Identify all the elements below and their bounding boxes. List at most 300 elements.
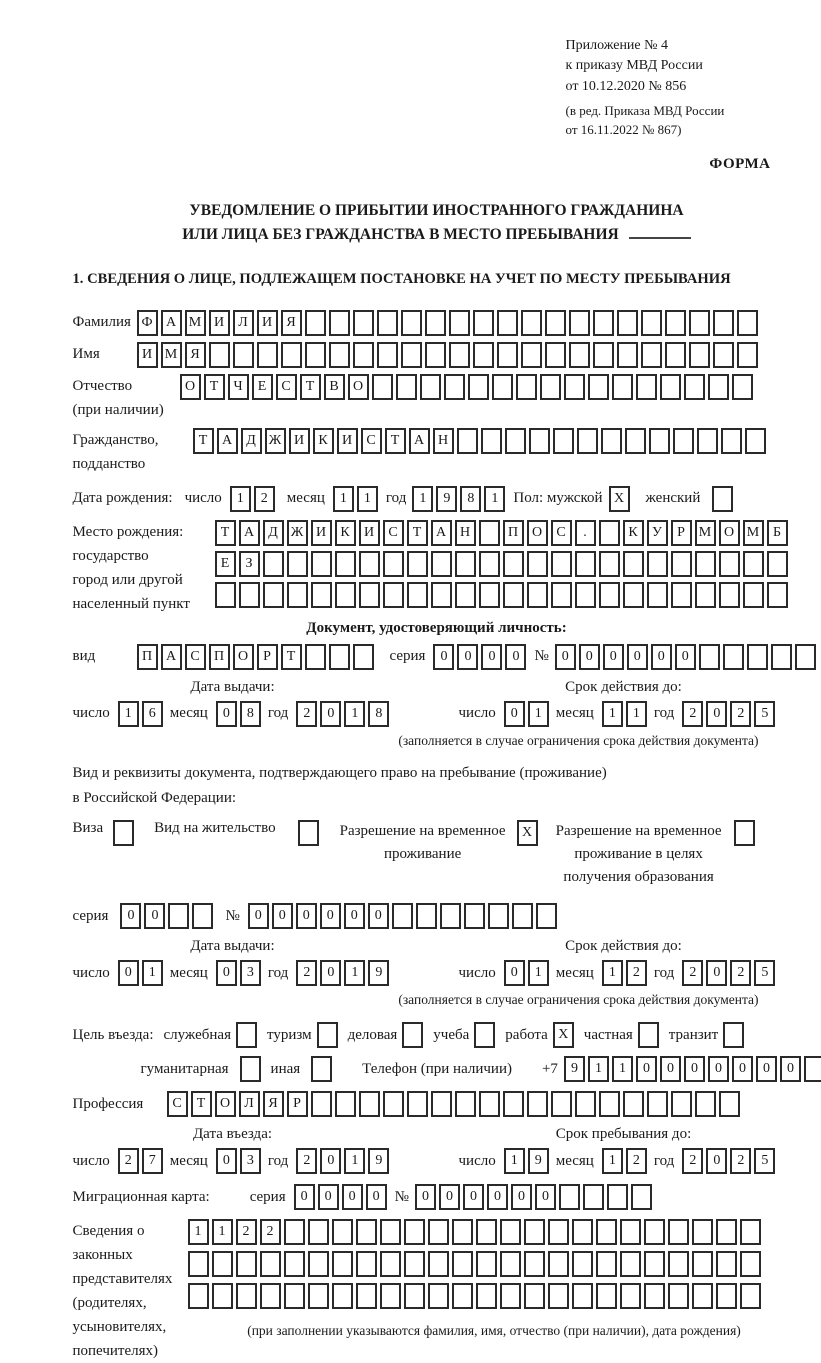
char-box[interactable]: 2 xyxy=(682,960,703,986)
char-box[interactable] xyxy=(473,310,494,336)
char-box[interactable]: 1 xyxy=(602,1148,623,1174)
char-box[interactable] xyxy=(353,644,374,670)
char-box[interactable] xyxy=(380,1219,401,1245)
char-box[interactable] xyxy=(481,428,502,454)
char-box[interactable]: Ж xyxy=(287,520,308,546)
char-box[interactable] xyxy=(551,551,572,577)
purpose-other-checkbox[interactable] xyxy=(311,1056,332,1082)
char-box[interactable]: 2 xyxy=(260,1219,281,1245)
char-box[interactable]: 0 xyxy=(248,903,269,929)
char-box[interactable] xyxy=(695,1091,716,1117)
char-box[interactable]: 0 xyxy=(706,701,727,727)
char-box[interactable] xyxy=(524,1219,545,1245)
char-box[interactable] xyxy=(569,342,590,368)
char-box[interactable] xyxy=(521,342,542,368)
char-box[interactable] xyxy=(747,644,768,670)
char-box[interactable] xyxy=(236,1022,257,1048)
char-box[interactable]: Н xyxy=(433,428,454,454)
char-box[interactable] xyxy=(721,428,742,454)
char-box[interactable]: 0 xyxy=(368,903,389,929)
char-box[interactable] xyxy=(671,551,692,577)
char-box[interactable]: А xyxy=(161,310,182,336)
char-box[interactable] xyxy=(734,820,755,846)
char-box[interactable]: М xyxy=(695,520,716,546)
char-box[interactable] xyxy=(593,310,614,336)
char-box[interactable] xyxy=(795,644,816,670)
birth-place-row1[interactable] xyxy=(215,520,788,546)
char-box[interactable]: 0 xyxy=(272,903,293,929)
char-box[interactable]: О xyxy=(348,374,369,400)
char-box[interactable] xyxy=(719,582,740,608)
char-box[interactable]: 2 xyxy=(118,1148,139,1174)
identity-kind-boxes[interactable] xyxy=(137,644,374,670)
char-box[interactable] xyxy=(623,1091,644,1117)
char-box[interactable] xyxy=(474,1022,495,1048)
char-box[interactable]: 0 xyxy=(511,1184,532,1210)
char-box[interactable]: 2 xyxy=(296,960,317,986)
char-box[interactable] xyxy=(311,551,332,577)
residence-expiry-year-boxes[interactable] xyxy=(682,960,775,986)
residence-issue-month-boxes[interactable] xyxy=(216,960,261,986)
char-box[interactable] xyxy=(631,1184,652,1210)
char-box[interactable]: О xyxy=(215,1091,236,1117)
char-box[interactable]: Ж xyxy=(265,428,286,454)
char-box[interactable]: А xyxy=(239,520,260,546)
char-box[interactable]: 0 xyxy=(579,644,600,670)
char-box[interactable] xyxy=(416,903,437,929)
char-box[interactable]: А xyxy=(409,428,430,454)
char-box[interactable] xyxy=(284,1283,305,1309)
char-box[interactable]: 0 xyxy=(294,1184,315,1210)
char-box[interactable] xyxy=(311,1091,332,1117)
char-box[interactable]: 8 xyxy=(368,701,389,727)
char-box[interactable] xyxy=(212,1283,233,1309)
entry-month-boxes[interactable] xyxy=(216,1148,261,1174)
char-box[interactable]: 0 xyxy=(732,1056,753,1082)
char-box[interactable] xyxy=(697,428,718,454)
char-box[interactable] xyxy=(425,342,446,368)
entry-year-boxes[interactable] xyxy=(296,1148,389,1174)
char-box[interactable]: 0 xyxy=(627,644,648,670)
char-box[interactable] xyxy=(617,342,638,368)
char-box[interactable] xyxy=(620,1283,641,1309)
residence-expiry-day-boxes[interactable] xyxy=(504,960,549,986)
char-box[interactable] xyxy=(516,374,537,400)
char-box[interactable] xyxy=(665,342,686,368)
char-box[interactable] xyxy=(601,428,622,454)
identity-issue-month-boxes[interactable] xyxy=(216,701,261,727)
char-box[interactable] xyxy=(329,342,350,368)
char-box[interactable]: И xyxy=(289,428,310,454)
char-box[interactable]: П xyxy=(209,644,230,670)
char-box[interactable] xyxy=(665,310,686,336)
char-box[interactable]: С xyxy=(551,520,572,546)
char-box[interactable]: 0 xyxy=(603,644,624,670)
char-box[interactable] xyxy=(719,1091,740,1117)
char-box[interactable] xyxy=(740,1251,761,1277)
char-box[interactable] xyxy=(500,1251,521,1277)
char-box[interactable] xyxy=(236,1251,257,1277)
char-box[interactable] xyxy=(599,520,620,546)
char-box[interactable]: 0 xyxy=(320,960,341,986)
char-box[interactable] xyxy=(673,428,694,454)
char-box[interactable]: 0 xyxy=(216,960,237,986)
residence-issue-day-boxes[interactable] xyxy=(118,960,163,986)
char-box[interactable] xyxy=(671,582,692,608)
char-box[interactable]: 2 xyxy=(296,1148,317,1174)
char-box[interactable] xyxy=(641,310,662,336)
char-box[interactable] xyxy=(452,1283,473,1309)
char-box[interactable]: Н xyxy=(455,520,476,546)
char-box[interactable] xyxy=(356,1251,377,1277)
char-box[interactable] xyxy=(695,582,716,608)
char-box[interactable]: 0 xyxy=(708,1056,729,1082)
char-box[interactable] xyxy=(548,1251,569,1277)
char-box[interactable]: Т xyxy=(407,520,428,546)
char-box[interactable]: 1 xyxy=(344,960,365,986)
char-box[interactable] xyxy=(575,582,596,608)
char-box[interactable] xyxy=(617,310,638,336)
char-box[interactable] xyxy=(804,1056,821,1082)
sex-female-checkbox[interactable] xyxy=(712,486,733,512)
char-box[interactable]: 9 xyxy=(368,1148,389,1174)
char-box[interactable]: . xyxy=(575,520,596,546)
char-box[interactable] xyxy=(404,1219,425,1245)
char-box[interactable] xyxy=(596,1219,617,1245)
char-box[interactable] xyxy=(287,551,308,577)
char-box[interactable] xyxy=(113,820,134,846)
char-box[interactable]: 5 xyxy=(754,960,775,986)
char-box[interactable]: X xyxy=(517,820,538,846)
char-box[interactable] xyxy=(527,551,548,577)
residence-permit-checkbox[interactable] xyxy=(298,820,319,846)
char-box[interactable] xyxy=(527,1091,548,1117)
representatives-row3[interactable] xyxy=(188,1283,801,1309)
char-box[interactable] xyxy=(668,1251,689,1277)
char-box[interactable] xyxy=(188,1283,209,1309)
char-box[interactable] xyxy=(512,903,533,929)
char-box[interactable] xyxy=(668,1283,689,1309)
profession-boxes[interactable] xyxy=(167,1091,740,1117)
char-box[interactable]: 0 xyxy=(660,1056,681,1082)
char-box[interactable]: 0 xyxy=(415,1184,436,1210)
char-box[interactable]: 1 xyxy=(142,960,163,986)
char-box[interactable] xyxy=(732,374,753,400)
char-box[interactable] xyxy=(649,428,670,454)
char-box[interactable] xyxy=(383,582,404,608)
purpose-private-checkbox[interactable] xyxy=(638,1022,659,1048)
char-box[interactable]: 0 xyxy=(487,1184,508,1210)
char-box[interactable] xyxy=(311,1056,332,1082)
char-box[interactable]: 1 xyxy=(602,960,623,986)
char-box[interactable] xyxy=(452,1251,473,1277)
char-box[interactable] xyxy=(455,551,476,577)
char-box[interactable]: И xyxy=(209,310,230,336)
char-box[interactable]: Р xyxy=(287,1091,308,1117)
char-box[interactable]: М xyxy=(743,520,764,546)
char-box[interactable] xyxy=(492,374,513,400)
char-box[interactable] xyxy=(503,551,524,577)
char-box[interactable] xyxy=(548,1219,569,1245)
char-box[interactable] xyxy=(452,1219,473,1245)
residence-series-boxes[interactable] xyxy=(120,903,213,929)
char-box[interactable] xyxy=(298,820,319,846)
char-box[interactable] xyxy=(684,374,705,400)
char-box[interactable] xyxy=(737,310,758,336)
char-box[interactable] xyxy=(536,903,557,929)
char-box[interactable] xyxy=(257,342,278,368)
char-box[interactable] xyxy=(588,374,609,400)
char-box[interactable]: 0 xyxy=(320,903,341,929)
identity-expiry-year-boxes[interactable] xyxy=(682,701,775,727)
char-box[interactable] xyxy=(209,342,230,368)
char-box[interactable]: У xyxy=(647,520,668,546)
temp-permit-checkbox[interactable] xyxy=(517,820,538,846)
char-box[interactable]: 0 xyxy=(342,1184,363,1210)
char-box[interactable] xyxy=(396,374,417,400)
char-box[interactable] xyxy=(308,1251,329,1277)
char-box[interactable] xyxy=(564,374,585,400)
char-box[interactable]: Я xyxy=(185,342,206,368)
char-box[interactable] xyxy=(599,582,620,608)
char-box[interactable]: 0 xyxy=(780,1056,801,1082)
char-box[interactable] xyxy=(420,374,441,400)
char-box[interactable] xyxy=(428,1283,449,1309)
char-box[interactable]: С xyxy=(167,1091,188,1117)
char-box[interactable] xyxy=(281,342,302,368)
char-box[interactable]: О xyxy=(527,520,548,546)
identity-issue-year-boxes[interactable] xyxy=(296,701,389,727)
char-box[interactable] xyxy=(695,551,716,577)
char-box[interactable] xyxy=(372,374,393,400)
char-box[interactable] xyxy=(188,1251,209,1277)
residence-number-boxes[interactable] xyxy=(248,903,557,929)
char-box[interactable] xyxy=(647,582,668,608)
char-box[interactable]: Р xyxy=(257,644,278,670)
char-box[interactable]: 5 xyxy=(754,1148,775,1174)
char-box[interactable] xyxy=(500,1219,521,1245)
char-box[interactable]: 1 xyxy=(357,486,378,512)
residence-expiry-month-boxes[interactable] xyxy=(602,960,647,986)
char-box[interactable] xyxy=(476,1219,497,1245)
char-box[interactable]: 1 xyxy=(528,701,549,727)
char-box[interactable] xyxy=(239,582,260,608)
char-box[interactable] xyxy=(305,342,326,368)
char-box[interactable] xyxy=(449,310,470,336)
char-box[interactable] xyxy=(383,551,404,577)
purpose-work-checkbox[interactable] xyxy=(553,1022,574,1048)
char-box[interactable]: 0 xyxy=(439,1184,460,1210)
char-box[interactable] xyxy=(311,582,332,608)
char-box[interactable] xyxy=(668,1219,689,1245)
char-box[interactable] xyxy=(572,1283,593,1309)
char-box[interactable]: 1 xyxy=(230,486,251,512)
char-box[interactable]: Т xyxy=(193,428,214,454)
char-box[interactable]: А xyxy=(217,428,238,454)
char-box[interactable] xyxy=(723,644,744,670)
char-box[interactable]: 1 xyxy=(504,1148,525,1174)
char-box[interactable] xyxy=(529,428,550,454)
char-box[interactable]: П xyxy=(137,644,158,670)
char-box[interactable] xyxy=(671,1091,692,1117)
char-box[interactable]: Т xyxy=(385,428,406,454)
char-box[interactable] xyxy=(559,1184,580,1210)
char-box[interactable] xyxy=(380,1283,401,1309)
char-box[interactable]: О xyxy=(719,520,740,546)
char-box[interactable] xyxy=(260,1283,281,1309)
char-box[interactable] xyxy=(692,1283,713,1309)
char-box[interactable] xyxy=(449,342,470,368)
char-box[interactable] xyxy=(383,1091,404,1117)
edu-permit-checkbox[interactable] xyxy=(734,820,755,846)
char-box[interactable] xyxy=(305,310,326,336)
char-box[interactable] xyxy=(329,310,350,336)
char-box[interactable]: 2 xyxy=(626,960,647,986)
char-box[interactable] xyxy=(625,428,646,454)
char-box[interactable] xyxy=(356,1283,377,1309)
char-box[interactable]: К xyxy=(313,428,334,454)
char-box[interactable] xyxy=(712,486,733,512)
char-box[interactable]: 0 xyxy=(706,1148,727,1174)
char-box[interactable] xyxy=(623,582,644,608)
char-box[interactable] xyxy=(476,1283,497,1309)
char-box[interactable] xyxy=(719,551,740,577)
char-box[interactable] xyxy=(380,1251,401,1277)
char-box[interactable]: 0 xyxy=(144,903,165,929)
char-box[interactable]: 0 xyxy=(504,701,525,727)
char-box[interactable] xyxy=(401,310,422,336)
char-box[interactable] xyxy=(377,342,398,368)
char-box[interactable] xyxy=(335,582,356,608)
char-box[interactable]: 9 xyxy=(564,1056,585,1082)
firstname-boxes[interactable] xyxy=(137,342,758,368)
char-box[interactable] xyxy=(620,1219,641,1245)
char-box[interactable] xyxy=(583,1184,604,1210)
char-box[interactable] xyxy=(356,1219,377,1245)
char-box[interactable]: 2 xyxy=(682,701,703,727)
char-box[interactable]: В xyxy=(324,374,345,400)
char-box[interactable] xyxy=(236,1283,257,1309)
char-box[interactable]: 1 xyxy=(333,486,354,512)
char-box[interactable] xyxy=(404,1251,425,1277)
birth-month-boxes[interactable] xyxy=(333,486,378,512)
char-box[interactable]: 0 xyxy=(320,701,341,727)
char-box[interactable]: 1 xyxy=(412,486,433,512)
char-box[interactable]: Т xyxy=(215,520,236,546)
identity-expiry-day-boxes[interactable] xyxy=(504,701,549,727)
char-box[interactable] xyxy=(407,1091,428,1117)
char-box[interactable]: И xyxy=(311,520,332,546)
char-box[interactable] xyxy=(479,520,500,546)
char-box[interactable]: 8 xyxy=(460,486,481,512)
char-box[interactable] xyxy=(377,310,398,336)
char-box[interactable]: О xyxy=(233,644,254,670)
char-box[interactable] xyxy=(708,374,729,400)
identity-issue-day-boxes[interactable] xyxy=(118,701,163,727)
char-box[interactable]: 0 xyxy=(706,960,727,986)
char-box[interactable] xyxy=(317,1022,338,1048)
char-box[interactable]: Я xyxy=(263,1091,284,1117)
sex-male-checkbox[interactable] xyxy=(609,486,630,512)
char-box[interactable]: Л xyxy=(233,310,254,336)
char-box[interactable] xyxy=(596,1251,617,1277)
char-box[interactable] xyxy=(407,582,428,608)
char-box[interactable] xyxy=(392,903,413,929)
purpose-transit-checkbox[interactable] xyxy=(723,1022,744,1048)
char-box[interactable] xyxy=(332,1251,353,1277)
char-box[interactable]: 0 xyxy=(318,1184,339,1210)
char-box[interactable] xyxy=(431,551,452,577)
char-box[interactable]: Ф xyxy=(137,310,158,336)
char-box[interactable]: Т xyxy=(281,644,302,670)
char-box[interactable] xyxy=(660,374,681,400)
char-box[interactable]: 0 xyxy=(504,960,525,986)
stay-month-boxes[interactable] xyxy=(602,1148,647,1174)
char-box[interactable] xyxy=(569,310,590,336)
char-box[interactable]: 1 xyxy=(118,701,139,727)
char-box[interactable]: Д xyxy=(263,520,284,546)
char-box[interactable] xyxy=(284,1251,305,1277)
char-box[interactable] xyxy=(192,903,213,929)
char-box[interactable]: С xyxy=(185,644,206,670)
patronymic-boxes[interactable] xyxy=(180,374,753,400)
char-box[interactable] xyxy=(743,551,764,577)
char-box[interactable] xyxy=(745,428,766,454)
char-box[interactable] xyxy=(716,1251,737,1277)
char-box[interactable] xyxy=(464,903,485,929)
visa-checkbox[interactable] xyxy=(113,820,134,846)
char-box[interactable] xyxy=(431,1091,452,1117)
char-box[interactable] xyxy=(716,1219,737,1245)
char-box[interactable] xyxy=(444,374,465,400)
char-box[interactable] xyxy=(767,582,788,608)
char-box[interactable] xyxy=(233,342,254,368)
char-box[interactable] xyxy=(505,428,526,454)
char-box[interactable] xyxy=(260,1251,281,1277)
char-box[interactable] xyxy=(457,428,478,454)
char-box[interactable]: И xyxy=(337,428,358,454)
char-box[interactable]: 0 xyxy=(463,1184,484,1210)
char-box[interactable] xyxy=(168,903,189,929)
char-box[interactable]: 0 xyxy=(216,1148,237,1174)
citizenship-boxes[interactable] xyxy=(193,428,766,454)
char-box[interactable]: 3 xyxy=(240,1148,261,1174)
char-box[interactable]: 2 xyxy=(236,1219,257,1245)
char-box[interactable]: 2 xyxy=(296,701,317,727)
char-box[interactable] xyxy=(455,582,476,608)
char-box[interactable]: 6 xyxy=(142,701,163,727)
char-box[interactable]: 0 xyxy=(684,1056,705,1082)
char-box[interactable]: 0 xyxy=(535,1184,556,1210)
char-box[interactable]: 0 xyxy=(118,960,139,986)
stay-year-boxes[interactable] xyxy=(682,1148,775,1174)
char-box[interactable]: 2 xyxy=(254,486,275,512)
purpose-official-checkbox[interactable] xyxy=(236,1022,257,1048)
char-box[interactable] xyxy=(647,1091,668,1117)
char-box[interactable] xyxy=(215,582,236,608)
char-box[interactable]: 1 xyxy=(528,960,549,986)
char-box[interactable]: 0 xyxy=(675,644,696,670)
residence-issue-year-boxes[interactable] xyxy=(296,960,389,986)
char-box[interactable] xyxy=(428,1251,449,1277)
char-box[interactable] xyxy=(503,582,524,608)
char-box[interactable] xyxy=(308,1283,329,1309)
char-box[interactable]: 0 xyxy=(555,644,576,670)
char-box[interactable]: X xyxy=(553,1022,574,1048)
char-box[interactable] xyxy=(740,1219,761,1245)
char-box[interactable] xyxy=(737,342,758,368)
char-box[interactable] xyxy=(644,1283,665,1309)
